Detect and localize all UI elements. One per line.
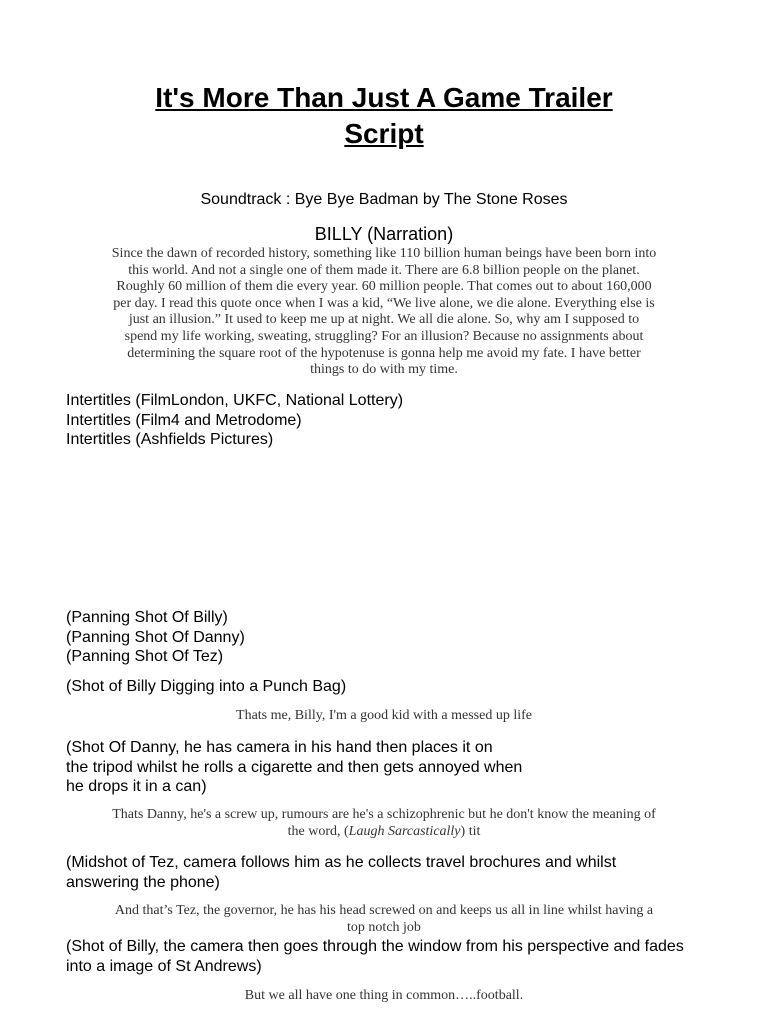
stage-direction-italic: Laugh Sarcastically xyxy=(348,823,461,839)
closing-line: But we all have one thing in common…..football. xyxy=(244,988,524,1003)
intertitle-line: Intertitles (Film4 and Metrodome) xyxy=(66,411,302,429)
panning-shot-line: (Panning Shot Of Danny) xyxy=(66,628,245,646)
narration-line: this world. And not a single one of them made it. There are 6.8 billion people on the planet. xyxy=(128,262,640,278)
intertitles-block xyxy=(66,391,403,450)
narration-line: Roughly 60 million of them die every year. 60 million people. That comes out to about 160,000 xyxy=(116,279,652,295)
danny-shot-line: (Shot Of Danny, he has camera in his hand then places it on xyxy=(66,739,493,756)
narration-line: spend my life working, sweating, struggling? For an illusion? Because no assignments about xyxy=(124,328,644,344)
intertitle-line: Intertitles (FilmLondon, UKFC, National Lottery) xyxy=(66,392,404,409)
document-title xyxy=(60,80,708,152)
tez-shot-line: answering the phone) xyxy=(66,873,220,891)
soundtrack-line: Soundtrack : Bye Bye Badman by The Stone Roses xyxy=(200,191,568,208)
billy-window-shot-line: (Shot of Billy, the camera then goes through the window from his perspective and fades xyxy=(66,938,684,955)
billy-window-shot-block xyxy=(66,937,684,976)
tez-intro-line: top notch job xyxy=(347,919,421,935)
intertitle-line: Intertitles (Ashfields Pictures) xyxy=(66,431,274,448)
narration-line: things to do with my time. xyxy=(310,362,458,378)
tez-intro-line: And that’s Tez, the governor, he has his head screwed on and keeps us all in line whilst having a xyxy=(114,903,654,918)
billy-window-shot-line: into a image of St Andrews) xyxy=(66,957,262,975)
narration-line: per day. I read this quote once when I was a kid, “We live alone, we die alone. Everything else is xyxy=(113,295,655,311)
billy-narration-heading: BILLY (Narration) xyxy=(314,224,454,244)
panning-shot-line: (Panning Shot Of Billy) xyxy=(66,609,228,626)
danny-shot-block xyxy=(66,738,522,797)
panning-shots-block xyxy=(66,608,245,667)
tez-intro-block xyxy=(66,903,702,936)
billy-narration-text xyxy=(66,246,702,379)
tez-shot-line: (Midshot of Tez, camera follows him as he collects travel brochures and whilst xyxy=(66,854,617,871)
tez-shot-block xyxy=(66,853,616,892)
danny-intro-text: the word, ( xyxy=(287,823,349,839)
billy-intro-line: Thats me, Billy, I'm a good kid with a messed up life xyxy=(236,708,532,723)
danny-intro-text: ) tit xyxy=(460,823,481,839)
narration-line: just an illusion.” It used to keep me up at night. We all die alone. So, why am I supposed to xyxy=(128,312,640,328)
punch-bag-shot: (Shot of Billy Digging into a Punch Bag) xyxy=(66,678,347,695)
danny-intro-line: Thats Danny, he's a screw up, rumours are he's a schizophrenic but he don't know the meaning of xyxy=(112,807,656,822)
danny-intro-block xyxy=(66,807,702,840)
title-line-1: It's More Than Just A Game Trailer xyxy=(155,82,613,113)
panning-shot-line: (Panning Shot Of Tez) xyxy=(66,648,224,665)
title-line-2: Script xyxy=(344,118,424,149)
danny-shot-line: he drops it in a can) xyxy=(66,778,207,795)
danny-shot-line: the tripod whilst he rolls a cigarette and then gets annoyed when xyxy=(66,758,523,776)
narration-line: Since the dawn of recorded history, something like 110 billion human beings have been born into xyxy=(111,246,657,261)
danny-intro-line xyxy=(66,824,702,841)
narration-line: determining the square root of the hypotenuse is gonna help me avoid my fate. I have better xyxy=(127,345,641,361)
